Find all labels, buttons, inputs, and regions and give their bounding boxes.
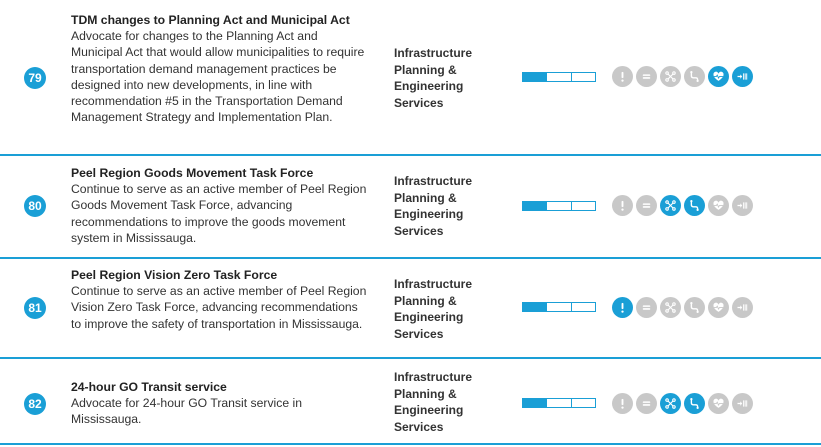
row-number-badge: 80 (24, 195, 46, 217)
network-icon (660, 297, 681, 318)
heart-pulse-icon (708, 66, 729, 87)
exclamation-icon (612, 297, 633, 318)
progress-segment (572, 202, 595, 210)
icon-row (612, 195, 753, 216)
row-number-badge: 82 (24, 393, 46, 415)
progress-segment (523, 202, 547, 210)
table-row (0, 359, 821, 445)
icon-row (612, 66, 753, 87)
progress-segment (523, 399, 547, 407)
progress-segment (547, 73, 571, 81)
table-row (0, 156, 821, 259)
row-number-badge: 81 (24, 297, 46, 319)
table-row (0, 259, 821, 359)
table-row (0, 0, 821, 156)
row-unit: Infrastructure Planning & Engineering Services (394, 370, 473, 434)
exclamation-icon (612, 66, 633, 87)
row-body: Advocate for 24-hour GO Transit service in Mississauga. (71, 396, 302, 427)
arrow-bars-icon (732, 195, 753, 216)
progress-bar (522, 398, 596, 408)
arrow-bars-icon (732, 393, 753, 414)
route-icon (684, 297, 705, 318)
equals-icon (636, 195, 657, 216)
equals-icon (636, 66, 657, 87)
icon-row (612, 393, 753, 414)
row-title: Peel Region Goods Movement Task Force (71, 166, 314, 180)
row-description (71, 12, 371, 125)
heart-pulse-icon (708, 195, 729, 216)
progress-segment (572, 303, 595, 311)
equals-icon (636, 393, 657, 414)
exclamation-icon (612, 195, 633, 216)
heart-pulse-icon (708, 297, 729, 318)
progress-segment (547, 399, 571, 407)
arrow-bars-icon (732, 297, 753, 318)
route-icon (684, 66, 705, 87)
row-body: Continue to serve as an active member of Peel Region Goods Movement Task Force, advancing recommendations to improve the goods movement system in Mississauga. (71, 182, 367, 245)
progress-segment (523, 73, 547, 81)
icon-row (612, 297, 753, 318)
row-body: Continue to serve as an active member of Peel Region Vision Zero Task Force, advancing recommendations to improve the safety of transportation in Mississauga. (71, 284, 367, 331)
progress-bar (522, 201, 596, 211)
progress-segment (547, 303, 571, 311)
row-description (71, 379, 371, 428)
exclamation-icon (612, 393, 633, 414)
row-body: Advocate for changes to the Planning Act and Municipal Act that would allow municipalities to require transportation demand management practices be designed into new developments, in line with recommendation #5 in the Transportation Demand Management Strategy and Implementation Plan. (71, 29, 365, 125)
row-unit: Infrastructure Planning & Engineering Services (394, 46, 473, 110)
row-title: 24-hour GO Transit service (71, 380, 227, 394)
row-unit: Infrastructure Planning & Engineering Services (394, 277, 473, 341)
progress-segment (547, 202, 571, 210)
row-unit: Infrastructure Planning & Engineering Services (394, 174, 473, 238)
row-title: TDM changes to Planning Act and Municipal Act (71, 13, 350, 27)
progress-segment (572, 399, 595, 407)
row-title: Peel Region Vision Zero Task Force (71, 268, 278, 282)
row-description (71, 267, 371, 332)
progress-bar (522, 72, 596, 82)
network-icon (660, 393, 681, 414)
arrow-bars-icon (732, 66, 753, 87)
route-icon (684, 195, 705, 216)
network-icon (660, 195, 681, 216)
equals-icon (636, 297, 657, 318)
network-icon (660, 66, 681, 87)
progress-bar (522, 302, 596, 312)
progress-segment (523, 303, 547, 311)
route-icon (684, 393, 705, 414)
row-description (71, 165, 371, 246)
row-number-badge: 79 (24, 67, 46, 89)
heart-pulse-icon (708, 393, 729, 414)
progress-segment (572, 73, 595, 81)
